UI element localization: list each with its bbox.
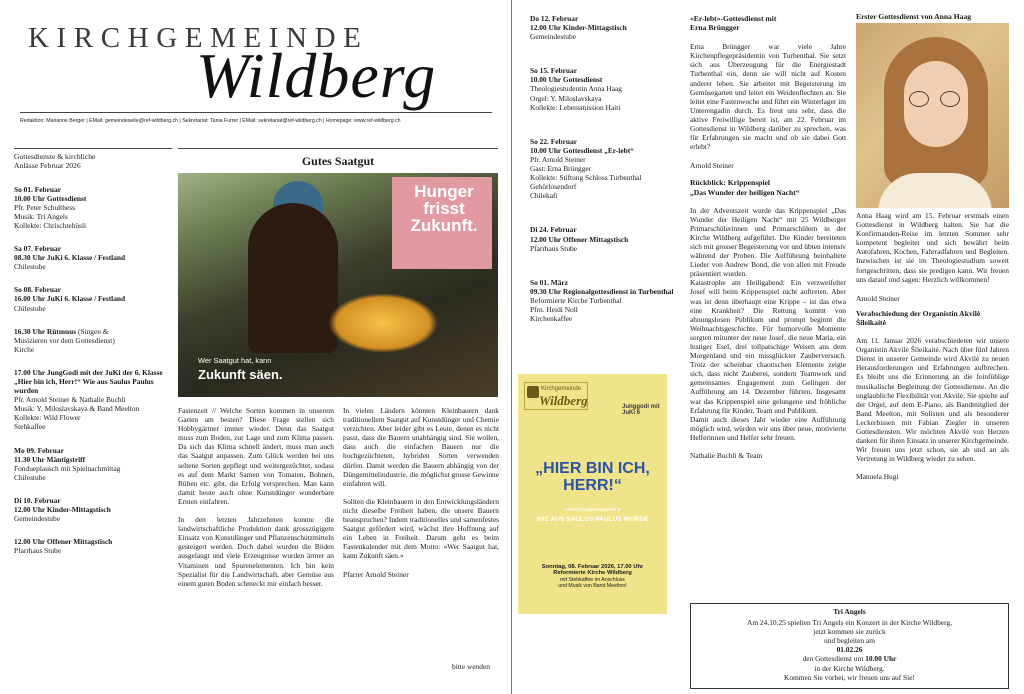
- event-detail: Kollekte: Stiftung Schloss Turbenthal: [530, 173, 642, 183]
- page-fold: [511, 0, 512, 694]
- event-date: Mo 09. Februar: [14, 445, 64, 455]
- event-date: So 15. Februar: [530, 66, 578, 76]
- calendar-event: [14, 496, 172, 523]
- event-title-line: [530, 23, 680, 32]
- poster-title: „HIER BIN ICH, HERR!“: [535, 460, 650, 494]
- calendar-event: [530, 14, 680, 41]
- event-title: 11.30 Uhr Mäntigstriff: [14, 454, 86, 464]
- akvile-author: Manuela Hugi: [856, 472, 899, 482]
- calendar-event: [530, 225, 680, 252]
- erlebt-title: [690, 14, 846, 32]
- author: Pfarrer Arnold Steiner: [343, 569, 409, 579]
- event-detail: Kirche: [14, 344, 35, 354]
- calendar-event: [14, 327, 172, 354]
- paragraph: Fastenzeit // Welche Sorten kommen in unserem Garten am besten? Diese Frage stellen sich Hobbygärtner immer wieder. Denn das Saatgut muss zum Boden, zur Lage und zum Klima passen. Da sich das Klima schnell ändert, muss man auch das Saatgut anpassen. Zum Glück werden bei uns seltene Sorten gepflegt und weitergezüchtet, sodass es auf dem Markt Samen von Tomaten, Bohnen, Rüben etc. gibt, die Erfolg versprechen. Man kann damit heute auch ohne Kunstdünger wunderbare Ernten einfahren.: [178, 406, 334, 506]
- woman-shape: [248, 203, 338, 353]
- paragraph: In der Adventszeit wurde das Krippenspiel „Das Wunder der Heiligen Nacht“ mit 25 Wildberger Primarschülerinnen und Primarschülern in der Kirche Wildberg aufgeführt. Die Kinder bereiteten sich mit grosser Begeisterung vor und übten intensiv während der Proben. Die Aufführung beinhaltete Lieder von Andrew Bond, die von allen mit Freude präsentiert wurden.: [690, 205, 846, 279]
- haag-author: Arnold Steiner: [856, 293, 900, 303]
- event-title-line: [14, 194, 172, 203]
- poster-apg: APOSTELGESCHICHTE 9: [564, 507, 621, 512]
- event-detail: Pfr. Arnold Steiner & Nathalie Buchli: [14, 395, 126, 405]
- krippenspiel-title-1: Rückblick: Krippenspiel: [690, 178, 770, 188]
- event-title-line: [14, 294, 172, 303]
- event-title: 12.00 Uhr Offener Mittagstisch: [14, 537, 113, 547]
- tri-angels-box: [690, 603, 1009, 689]
- tri-angels-text: den Gottesdienst um: [802, 654, 866, 664]
- event-detail: Theologiestudentin Anna Haag: [530, 84, 622, 94]
- event-detail: Gemeindestube: [530, 32, 576, 42]
- erlebt-title-1: «Er-lebt»-Gottesdienst mit: [690, 14, 777, 23]
- event-title-line: [14, 253, 172, 262]
- event-title: 12.00 Uhr Kinder-Mittagstisch: [14, 505, 111, 515]
- tri-angels-date: 01.02.26: [836, 645, 863, 655]
- event-title-suffix: (Singen &: [76, 326, 109, 336]
- event-detail: Kollekte: Wild Flower: [14, 413, 81, 423]
- poster-junggodi: Junggodi mit JuKi 6: [622, 404, 660, 416]
- calendar-heading-2: Anlässe Februar 2026: [14, 161, 81, 171]
- tri-angels-line: jetzt kommen sie zurück: [813, 627, 886, 637]
- glasses-right-shape: [940, 91, 960, 107]
- event-date: Di 24. Februar: [530, 225, 577, 235]
- erlebt-body: Erna Brüngger war viele Jahre Kirchenpflegepräsidentin von Turbenthal. Sie setzt sich aus Überzeugung für die Energiestadt Turbenthal ein, denn sie will nicht auf Kosten anderer leben. Sie arbeitet mit Begeisterung im Gemüsegarten und leitet ein Weidenflechten an. Sie leitet eine Fastenwoche und führt ein Winterlager im Unterengadin durch. Es freut uns sehr, dass die aktive Freiwillige bereit ist, am 22. Februar im Gottesdienst in Wildberg darüber zu sprechen, was für Erfahrungen sie macht und ob sie dabei Gott erlebt?: [690, 42, 846, 152]
- logo-small: Kirchgemeinde: [541, 386, 582, 392]
- akvile-body: Am 11. Januar 2026 verabschiedeten wir unsere Organistin Akvilė Šileikaitė. Nach über fünf Jahren Dienst in unserer Gemeinde wird Akvilė zu neuen Herausforderungen und Erfahrungen aufbrechen. Es bleibt uns die Erinnerung an die feinfühlige musikalische Begleitung der Gottesdienste. An die unglaubliche Flexibilität von Akvilė: Sie spielte auf der Orgel, auf dem E-Piano, als Bandmitglied der Band Meelton, mit Solisten und als besonderer Leckerbissen mit Fabian Ziegler in unseren Gottesdiensten. Wir möchten Akvilė von Herzen danken für ihren Einsatz in unserer Kirchgemeinde. Wir freuen uns jetzt schon, sie ab und an als Vertretung in Wildberg wieder zu sehen.: [856, 336, 1009, 464]
- tri-angels-line: und begleiten am: [824, 636, 875, 646]
- event-title-line: [530, 146, 680, 155]
- masthead-name: Wildberg: [196, 40, 437, 111]
- calendar-event: [530, 137, 680, 201]
- event-detail: Gemeindestube: [14, 514, 60, 524]
- erlebt-author: Arnold Steiner: [690, 161, 734, 171]
- event-detail: Fondueplausch mit Spielnachmittag: [14, 463, 121, 473]
- event-detail: Gast: Erna Brüngger: [530, 164, 592, 174]
- event-title-line: [14, 537, 172, 546]
- event-title: 17.00 Uhr JungGodi mit der JuKi der 6. Klasse „Hier bin ich, Herr!“ Wie aus Saulus Paulus wurden: [14, 367, 163, 396]
- haag-title: Erster Gottesdienst von Anna Haag: [856, 12, 972, 21]
- event-detail: Orgel: Y. Miloslavskaya: [530, 93, 602, 103]
- event-detail: Stehkaffee: [14, 422, 46, 432]
- glasses-left-shape: [909, 91, 929, 107]
- fasten-campaign-photo: [178, 173, 498, 397]
- event-title: 10.00 Uhr Gottesdienst „Er-lebt“: [530, 145, 634, 155]
- calendar-event: [14, 185, 172, 230]
- saatgut-col-1: [178, 406, 334, 588]
- event-title: 10.00 Uhr Gottesdienst: [530, 75, 603, 85]
- slogan-text: Hunger frisst Zukunft.: [410, 182, 478, 235]
- middle-column: [690, 14, 846, 460]
- paragraph: Sollten die Kleinbauern in den Entwicklungsländern nicht dieselbe Freiheit haben, die unsere Bauern beanspruchen? Indem traditionelles und samenfestes Saatgut gefördert wird, wächst ihre Hoffnung auf ein Leben in Freiheit. Darum geht es beim Fastenkalender mit dem Motto: «Wer Saatgut hat, kann Zukunft säen.»: [343, 496, 499, 561]
- event-title: 16.00 Uhr JuKi 6. Klasse / Festland: [14, 294, 126, 304]
- article-rule: [178, 148, 498, 149]
- poster-date: Sonntag, 08. Februar 2026, 17.00 Uhr: [541, 564, 644, 570]
- bitte-wenden: bitte wenden: [452, 662, 490, 671]
- masthead-rule: [20, 112, 492, 113]
- event-date: So 01. März: [530, 277, 568, 287]
- calendar-right: [530, 14, 680, 348]
- event-detail: Kollekte: Chrischtehüsli: [14, 220, 87, 230]
- tri-angels-title: Tri Angels: [833, 607, 866, 616]
- event-detail: Pfarrhaus Stube: [530, 243, 578, 253]
- erlebt-title-2: Erna Brüngger: [690, 23, 740, 33]
- event-title-line: [14, 368, 172, 395]
- krippenspiel-author: Nathalie Buchli & Team: [690, 451, 763, 461]
- event-date: Di 10. Februar: [14, 495, 61, 505]
- event-title: 08.30 Uhr JuKi 6. Klasse / Festland: [14, 253, 126, 263]
- event-title: 16.30 Uhr Rütmuus: [14, 326, 77, 336]
- event-title-line: [530, 235, 680, 244]
- event-detail: Chilestube: [14, 303, 46, 313]
- saatgut-headline: Gutes Saatgut: [301, 154, 375, 168]
- event-detail: Gehörlosendorf: [530, 182, 577, 192]
- calendar-event: [14, 244, 172, 271]
- event-detail: Musik: Y. Miloslavskaya & Band Meelton: [14, 404, 140, 414]
- event-detail: Chilestube: [14, 472, 46, 482]
- event-detail: Reformierte Kirche Turbenthal: [530, 295, 622, 305]
- church-logo: [524, 382, 588, 410]
- junggodi-poster: [518, 374, 667, 614]
- paragraph: In den letzten Jahrzehnten konnte die landwirtschaftliche Produktion dank grosszügigem Einsatz von Kunstdünger und Pflanzenschutzmitteln gesteigert werden. Doch dabei wurden die Böden ausgelaugt und viele Erzeugnisse wurden ärmer an Vitaminen und Spurenelementen. Ich bin kein Spezialist für die Landwirtschaft, aber Gemüse aus einem guten Boden schmeckt mir einfach besser.: [178, 515, 334, 588]
- event-title: 12.00 Uhr Kinder-Mittagstisch: [530, 23, 627, 33]
- tri-angels-line: [691, 654, 1008, 663]
- paragraph: In vielen Ländern könnten Kleinbauern dank traditionellem Saatgut auf Kunstdünger und Chemie verzichten. Aber leider gibt es Leute, denen es nicht passt, dass die Bauern unabhängig sind. Sie wollen, dass auch die einfachen Bauern nur die hochgezüchteten, hybriden Sorten verwenden dürfen. Damit werden die Bauern abhängig von der Düngemittelindustrie, die möglichst grosse Gewinne einfahren will.: [343, 406, 499, 488]
- event-detail: Musik: Tri Angels: [14, 211, 68, 221]
- event-title: 09.30 Uhr Regionalgottesdienst in Turbenthal: [530, 286, 674, 296]
- event-date: Sa 07. Februar: [14, 244, 62, 254]
- event-title-line: [14, 455, 172, 464]
- event-title-line: [530, 287, 680, 296]
- haag-body: Anna Haag wird am 15. Februar erstmals einen Gottesdienst in Wildberg halten. Sie hat die Konfirmanden-Reise im letzten Sommer sehr kompetent begleitet und sich bewährt beim Autofahren, Kochen, Fahrradfahren und Begleiten. Inzwischen ist sie im Theologiestudium soweit fortgeschritten, dass sie predigen kann. Wir freuen uns darauf und sagen: Herzlich willkommen!: [856, 211, 1009, 284]
- calendar-event: [14, 537, 172, 555]
- image-caption-small: Wer Saatgut hat, kann: [198, 356, 272, 365]
- event-title: 12.00 Uhr Offener Mittagstisch: [530, 234, 629, 244]
- calendar-rule: [14, 148, 172, 149]
- event-detail: Pfarrhaus Stube: [14, 546, 62, 556]
- poster-extra-1: mit Stehkaffee im Anschluss: [560, 576, 625, 583]
- paragraph: Katastrophe am Heiligabend: Ein verzweifelter Josef will beim Krippenspiel nicht auftreten. Aber was ist denn überhaupt eine Krippe – ist das etwa eine Krankheit? Die Rettung kommt von ahnungslosen Publikum und prompt beginnt die Weihnachtsgeschichte. Für humorvolle Momente sorgten mitunter der neue Josef, die neue Maria, ein lustiger Esel, drei tollpatschige Weisen aus dem Morgenland und ein missglückter Zauberversuch. Trotz der scheinbar chaotischen Elemente zeigte sich, dass nicht Zauberei, sondern Teamwork und gemeinsames Engagement zum Gelingen der Aufführung am 14. Dezember führten. Insgesamt war das Krippenspiel eine gelungene und fröhliche Erfahrung für Kinder, Team und Publikum.: [690, 278, 846, 415]
- event-date: Do 12. Februar: [530, 14, 579, 23]
- event-detail: Kollekte: Lebensmission Haiti: [530, 102, 621, 112]
- event-detail: Pfr. Arnold Steiner: [530, 154, 586, 164]
- event-date: So 22. Februar: [530, 136, 578, 146]
- calendar-event: [14, 368, 172, 432]
- event-date: So 01. Februar: [14, 184, 62, 194]
- krippenspiel-title: [690, 178, 846, 196]
- calendar-event: [530, 66, 680, 111]
- calendar-event: [14, 446, 172, 482]
- calendar-event: [530, 278, 680, 323]
- poster-extra-2: und Musik von Band Meelton!: [558, 582, 627, 589]
- akvile-title-2: Šileikaitė: [856, 317, 886, 327]
- poster-saulus: WIE AUS SAULUS PAULUS WURDE: [536, 516, 649, 523]
- saatgut-col-2: [343, 406, 499, 579]
- akvile-title: [856, 309, 1009, 327]
- paragraph: Damit auch dieses Jahr wieder eine Aufführung möglich wird, würden wir uns über neue, motivierte Helferinnen und Helfer sehr freuen.: [690, 414, 846, 442]
- krippenspiel-title-2: „Das Wunder der heiligen Nacht“: [690, 187, 800, 197]
- event-title: 10.00 Uhr Gottesdienst: [14, 193, 87, 203]
- event-date: So 08. Februar: [14, 285, 62, 295]
- tri-angels-line: Am 24.10.25 spielten Tri Angels ein Konzert in der Kirche Wildberg,: [747, 618, 952, 628]
- event-detail: Pfr. Peter Schulthess: [14, 202, 75, 212]
- event-detail: Chilekafi: [530, 191, 558, 201]
- calendar-left: [14, 148, 172, 569]
- event-detail: Chilestube: [14, 262, 46, 272]
- event-title-line: [14, 505, 172, 514]
- church-icon: [527, 386, 539, 398]
- event-detail: Pfrn. Heidi Noll: [530, 304, 578, 314]
- tri-angels-line: Kommen Sie vorbei, wir freuen uns auf Sie!: [784, 672, 915, 682]
- right-column: [856, 211, 1009, 481]
- akvile-title-1: Verabschiedung der Organistin Akvilė: [856, 308, 981, 318]
- redaktion-line: Redaktion: Marianne Berger | EMail: gemeindeseite@ref-wildberg.ch | Sekretariat: Tania Furrer | EMail: sekretariat@ref-wildberg.ch | Homepage: www.ref-wildberg.ch: [20, 118, 401, 124]
- tri-angels-line: in der Kirche Wildberg.: [814, 663, 885, 673]
- event-title-line: [14, 327, 172, 336]
- image-caption-large: Zukunft säen.: [198, 367, 283, 382]
- logo-big: Wildberg: [539, 393, 588, 408]
- event-detail: Kirchenkaffee: [530, 314, 573, 324]
- tri-angels-time: 10.00 Uhr: [865, 654, 897, 664]
- grain-shape: [328, 293, 438, 353]
- masthead-top: KIRCHGEMEINDE: [28, 22, 369, 54]
- calendar-event: [14, 285, 172, 312]
- event-detail: Musizieren vor dem Gottesdienst): [14, 335, 115, 345]
- anna-haag-photo: [856, 23, 1009, 208]
- poster-place: Reformierte Kirche Wildberg: [553, 570, 632, 577]
- event-title-line: [530, 75, 680, 84]
- poster-info: [524, 564, 661, 589]
- calendar-heading-1: Gottesdienste & kirchliche: [14, 152, 96, 161]
